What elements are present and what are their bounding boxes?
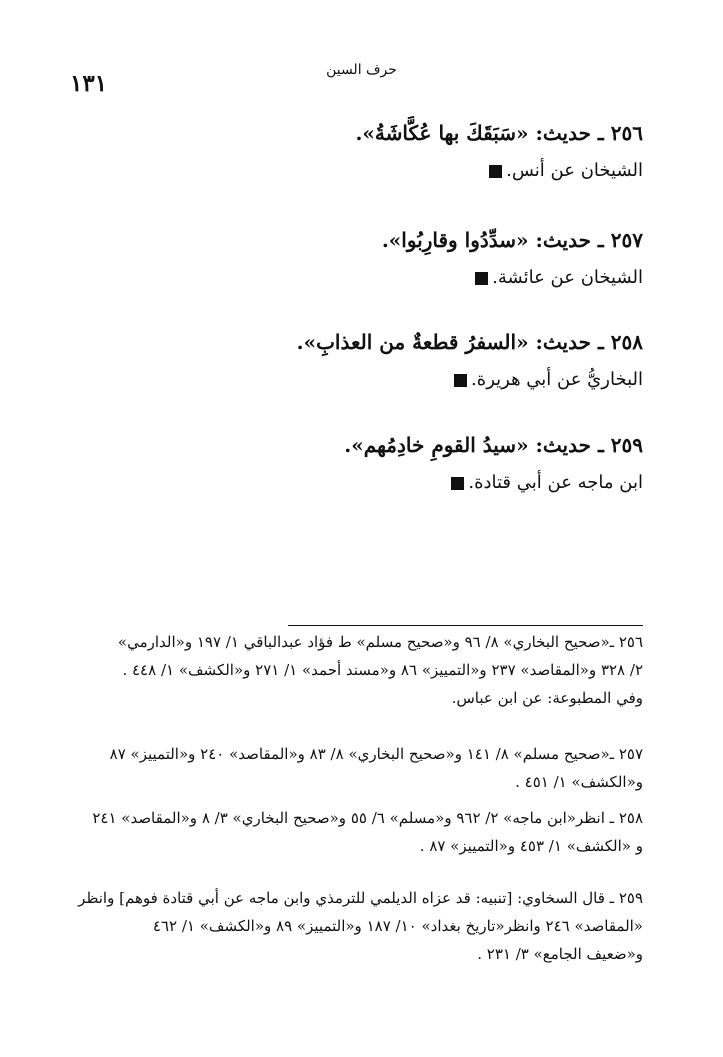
- page-number: ١٣١: [70, 70, 108, 97]
- footnote: [68, 804, 643, 860]
- hadith-text: ٢٥٦ ـ حديث: «سَبَقَكَ بها عُكَّاشَةُ».: [355, 121, 643, 145]
- footnote-line: ٢/ ٣٢٨ و«المقاصد» ٢٣٧ و«التمييز» ٨٦ و«مسند أحمد» ١/ ٢٧١ و«الكشف» ١/ ٤٤٨ .: [122, 661, 643, 679]
- footnote-line: ٢٥٦ ـ«صحيح البخاري» ٨/ ٩٦ و«صحيح مسلم» ط فؤاد عبدالباقي ١/ ١٩٧ و«الدارمي»: [117, 633, 643, 651]
- hadith-entry: [83, 118, 643, 186]
- footnote-line: و«ضعيف الجامع» ٣/ ٢٣١ .: [477, 945, 643, 963]
- footnote-line: ٢٥٧ ـ«صحيح مسلم» ٨/ ١٤١ و«صحيح البخاري» ٨/ ٨٣ و«المقاصد» ٢٤٠ و«التمييز» ٨٧: [109, 745, 643, 763]
- footnote-line: «المقاصد» ٢٤٦ وانظر«تاريخ بغداد» ١٠/ ١٨٧ و«التمييز» ٨٩ و«الكشف» ١/ ٤٦٢: [152, 917, 643, 935]
- footnote: [68, 884, 643, 968]
- hadith-source: [83, 156, 643, 186]
- hadith-text: ٢٥٩ ـ حديث: «سيدُ القومِ خادِمُهم».: [344, 433, 643, 457]
- footnote-divider: [288, 625, 643, 626]
- footnote: [68, 628, 643, 712]
- hadith-source: [83, 468, 643, 498]
- hadith-entry: [83, 327, 643, 395]
- end-square-icon: [489, 165, 502, 178]
- hadith-entry: [83, 225, 643, 293]
- source-text: ابن ماجه عن أبي قتادة.: [468, 472, 643, 493]
- footnote-line: و «الكشف» ١/ ٤٥٣ و«التمييز» ٨٧ .: [419, 837, 643, 855]
- footnote: [68, 740, 643, 796]
- source-text: الشيخان عن أنس.: [506, 160, 643, 181]
- footnote-line: و«الكشف» ١/ ٤٥١ .: [515, 773, 643, 791]
- hadith-text: ٢٥٧ ـ حديث: «سدِّدُوا وقارِبُوا».: [381, 228, 643, 252]
- hadith-source: [83, 263, 643, 293]
- hadith-source: [83, 365, 643, 395]
- source-text: البخاريُّ عن أبي هريرة.: [471, 369, 643, 390]
- end-square-icon: [454, 374, 467, 387]
- footnote-line: ٢٥٩ ـ قال السخاوي: [تنبيه: قد عزاه الديلمي للترمذي وابن ماجه عن أبي قتادة فوهم] وانظر: [78, 889, 643, 907]
- chapter-title: حرف السين: [326, 62, 397, 78]
- source-text: الشيخان عن عائشة.: [492, 267, 643, 288]
- hadith-text: ٢٥٨ ـ حديث: «السفرُ قطعةٌ من العذابِ».: [296, 330, 643, 354]
- footnote-line: وفي المطبوعة: عن ابن عباس.: [451, 689, 643, 707]
- end-square-icon: [451, 477, 464, 490]
- hadith-entry: [83, 430, 643, 498]
- end-square-icon: [475, 272, 488, 285]
- footnote-line: ٢٥٨ ـ انظر«ابن ماجه» ٢/ ٩٦٢ و«مسلم» ٦/ ٥٥ و«صحيح البخاري» ٣/ ٨ و«المقاصد» ٢٤١: [92, 809, 643, 827]
